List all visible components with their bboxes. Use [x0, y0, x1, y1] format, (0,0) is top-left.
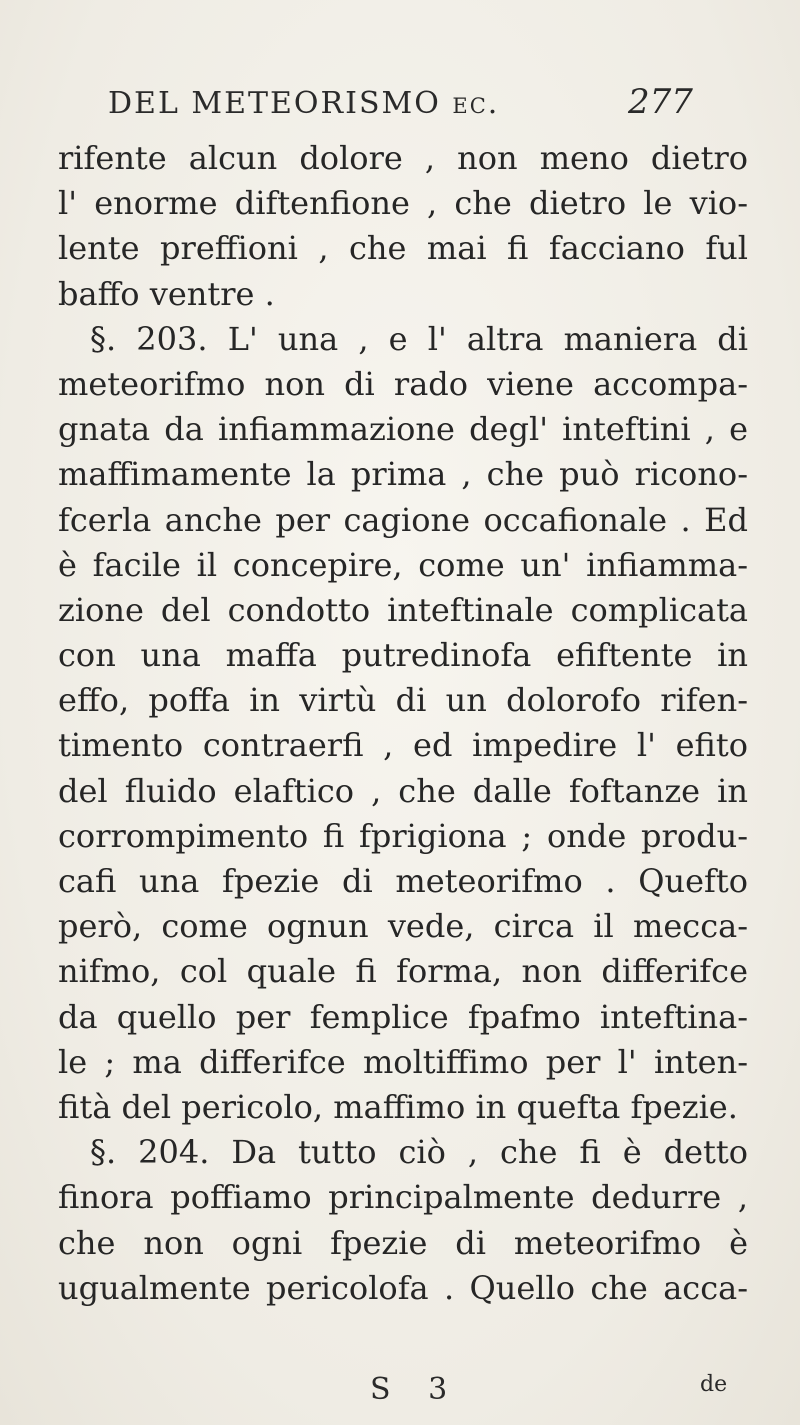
- signature-mark: S 3: [370, 1372, 462, 1407]
- text-line: con una maffa putredinofa efiftente in: [58, 636, 748, 675]
- text-line: le ; ma differifce moltiffimo per l' inten-: [58, 1042, 748, 1081]
- text-line: del fluido elaftico , che dalle foftanze in: [58, 771, 748, 810]
- text-line: zione del condotto inteftinale complicata: [58, 590, 748, 629]
- text-line: timento contraerfi , ed impedire l' efito: [58, 726, 748, 765]
- body-text: [58, 136, 748, 1311]
- text-line: da quello per femplice fpafmo inteftina-: [58, 997, 748, 1036]
- text-line: finora poffiamo principalmente dedurre ,: [58, 1178, 748, 1217]
- text-line: maffimamente la prima , che può ricono-: [58, 455, 748, 494]
- section-203-start: §. 203. L' una , e l' altra maniera di: [90, 319, 748, 358]
- text-line: è facile il concepire, come un' infiamma-: [58, 545, 748, 584]
- running-title: DEL METEORISMO ec.: [108, 86, 500, 121]
- text-line: nifmo, col quale fi forma, non differifce: [58, 952, 748, 991]
- text-line: fcerla anche per cagione occafionale . Ed: [58, 500, 748, 539]
- text-line: meteorifmo non di rado viene accompa-: [58, 364, 748, 403]
- text-line: cafi una fpezie di meteorifmo . Quefto: [58, 862, 748, 900]
- text-line: corrompimento fi fprigiona ; onde produ-: [58, 816, 748, 855]
- catchword: de: [700, 1372, 728, 1397]
- text-line: l' enorme diftenfione , che dietro le vio-: [58, 184, 748, 223]
- text-line: fità del pericolo, maffimo in quefta fpezie.: [58, 1087, 738, 1126]
- text-line: effo, poffa in virtù di un dolorofo rifen-: [58, 681, 748, 720]
- text-line: lente preffioni , che mai fi facciano ful: [58, 229, 748, 268]
- section-204-start: §. 204. Da tutto ciò , che fi è detto: [90, 1133, 748, 1172]
- text-line: baffo ventre .: [58, 274, 275, 313]
- text-line: che non ogni fpezie di meteorifmo è: [58, 1223, 748, 1262]
- text-line: però, come ognun vede, circa il mecca-: [58, 907, 748, 946]
- text-line: ugualmente pericolofa . Quello che acca-: [58, 1268, 748, 1307]
- text-line: gnata da infiammazione degl' inteftini , e: [58, 410, 748, 449]
- page-number: 277: [628, 82, 693, 122]
- running-head: [0, 82, 800, 136]
- text-line: rifente alcun dolore , non meno dietro: [58, 139, 748, 177]
